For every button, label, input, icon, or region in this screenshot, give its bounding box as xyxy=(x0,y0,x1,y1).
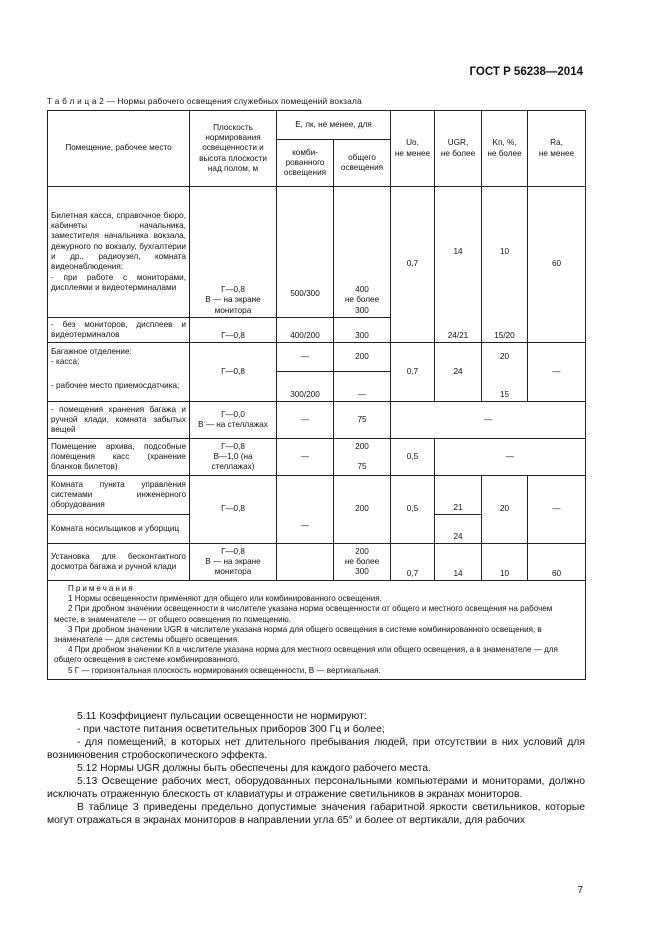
kp-cell: 15/20 xyxy=(482,318,528,343)
e-combined-cell: — xyxy=(277,439,334,476)
room-cell: - рабочее место приемосдатчика; xyxy=(48,371,190,402)
lighting-norms-table xyxy=(47,110,586,680)
e-general-cell: 75 xyxy=(334,402,391,439)
e-combined-cell: 500/300 xyxy=(277,187,334,318)
room-cell: Комната носильщиков и уборщиц xyxy=(48,515,190,544)
note-4: 4 При дробном значении Kп в числителе указана норма для местного освещения или общего освещения, а в знаменателе — для общего освещения в системе комбинированного. xyxy=(54,645,558,665)
room-cell: Багажное отделение: - касса; xyxy=(48,343,190,372)
kp-cell: 20 xyxy=(482,476,528,544)
u-cell: 0,7 xyxy=(391,187,435,343)
plane-cell: Г—0,8 В—1,0 (на стеллажах) xyxy=(190,439,277,476)
table-row xyxy=(48,343,586,372)
ugr-cell: 14 xyxy=(435,187,482,318)
paragraph-5-13: 5.13 Освещение рабочих мест, оборудованных персональными компьютерами и мониторами, должно исключать отраженную блескость от клавиатуры и отражение светильников в экранах мониторов. xyxy=(47,776,585,800)
plane-cell: Г—0,8 xyxy=(190,343,277,402)
e-combined-cell: 300/200 xyxy=(277,371,334,402)
e-combined-cell: — xyxy=(277,343,334,372)
table-row xyxy=(48,187,586,318)
e-general-cell: — xyxy=(334,371,391,402)
u-cell: 0,5 xyxy=(391,476,435,544)
table-caption: Т а б л и ц а 2 — Нормы рабочего освещения служебных помещений вокзала xyxy=(47,96,362,106)
notes-cell xyxy=(48,581,586,680)
paragraph-list-1: - при частоте питания осветительных приборов 300 Гц и более; xyxy=(77,724,385,735)
body-text xyxy=(47,710,585,827)
note-3: 3 При дробном значении UGR в числителе указана норма для общего освещения в системе комбинированного освещения, в знаменателе — для системы общего освещения. xyxy=(54,624,542,645)
kp-cell: 20 xyxy=(482,343,528,372)
page-number: 7 xyxy=(577,885,583,896)
header-kp: Kп, %, не более xyxy=(482,111,528,187)
plane-cell: Г—0,8 xyxy=(190,476,277,544)
table-row xyxy=(48,544,586,581)
plane-cell: Г—0,8 В — на экране монитора xyxy=(190,544,277,581)
e-general-cell: 300 xyxy=(334,318,391,343)
room-cell: - без мониторов, дисплеев и видеотерминалов xyxy=(48,318,190,343)
header-e-general: общего освещения xyxy=(334,140,391,187)
paragraph-list-2: - для помещений, в которых нет длительного пребывания людей, при отсутствии в них условий для возникновения стробоскопического эффекта. xyxy=(47,737,585,761)
room-cell: Билетная касса, справочное бюро, кабинеты начальника, заместителя начальника вокзала, дежурного по вокзалу, бухгалтерии и др., радиоузел, комната видеонаблюдения: - при работе с мониторами, дисплеями и видеотерминалами xyxy=(48,187,190,318)
notes-title: Примечания xyxy=(68,584,135,593)
ugr-cell: 21 xyxy=(435,476,482,515)
e-combined-cell: — xyxy=(277,402,334,439)
ugr-cell: 24 xyxy=(435,343,482,402)
ra-cell: — xyxy=(528,343,586,402)
paragraph-5-12: 5.12 Нормы UGR должны быть обеспечены для каждого рабочего места. xyxy=(77,763,431,774)
paragraph-5-11: 5.11 Коэффициент пульсации освещенности не нормируют: xyxy=(77,711,367,722)
table-row xyxy=(48,402,586,439)
e-combined-cell: — xyxy=(277,476,334,544)
rest-cell: — xyxy=(391,402,586,439)
room-cell: Комната пункта управления системами инженерного оборудования xyxy=(48,476,190,515)
document-header: ГОСТ Р 56238—2014 xyxy=(469,66,583,78)
kp-cell: 10 xyxy=(482,187,528,318)
note-1: 1 Нормы освещенности применяют для общего или комбинированного освещения. xyxy=(68,594,382,604)
note-2: 2 При дробном значении освещенности в числителе указана норма освещенности от общего и местного освещения на рабочем месте, в знаменателе — от общего освещения по помещению. xyxy=(54,604,553,624)
table-row xyxy=(48,371,586,402)
paragraph-table-3: В таблице 3 приведены предельно допустимые значения габаритной яркости светильников, которые могут отражаться в экранах мониторов в направлении угла 65° и более от вертикали, для рабочих xyxy=(47,802,585,826)
e-combined-cell xyxy=(277,544,334,581)
note-5: 5 Г — горизонтальная плоскость нормирования освещенности, В — вертикальная. xyxy=(68,665,381,675)
header-e-combined: комби- рованного освещения xyxy=(277,140,334,187)
notes-row xyxy=(48,581,586,680)
u-cell: 0,5 xyxy=(391,439,435,476)
table-row xyxy=(48,476,586,515)
kp-cell: 10 xyxy=(482,544,528,581)
e-general-cell: 200 xyxy=(334,476,391,544)
e-general-cell: 200 75 xyxy=(334,439,391,476)
ra-cell: 60 xyxy=(528,187,586,343)
room-cell: Помещение архива, подсобные помещения касс (хранение бланков билетов) xyxy=(48,439,190,476)
header-u: Uo, не менее xyxy=(391,111,435,187)
plane-cell: Г—0,8 В — на экране монитора xyxy=(190,187,277,318)
ugr-cell: 24 xyxy=(435,515,482,544)
u-cell: 0,7 xyxy=(391,544,435,581)
room-cell: - помещения хранения багажа и ручной клади, комната забытых вещей xyxy=(48,402,190,439)
e-general-cell: 200 xyxy=(334,343,391,372)
e-general-cell: 200 не более 300 xyxy=(334,544,391,581)
table-row xyxy=(48,318,586,343)
table-row xyxy=(48,439,586,476)
header-plane: Плоскость нормирования освещенности и высота плоскости над полом, м xyxy=(190,111,277,187)
e-general-cell: 400 не более 300 xyxy=(334,187,391,318)
plane-cell: Г—0,8 xyxy=(190,318,277,343)
header-ugr: UGR, не более xyxy=(435,111,482,187)
ugr-cell: 24/21 xyxy=(435,318,482,343)
plane-cell: Г—0,0 В — на стеллажах xyxy=(190,402,277,439)
rest-cell: — xyxy=(435,439,586,476)
u-cell: 0,7 xyxy=(391,343,435,402)
header-e-group: E, лк, не менее, для xyxy=(277,111,391,140)
ugr-cell: 14 xyxy=(435,544,482,581)
kp-cell: 15 xyxy=(482,371,528,402)
e-combined-cell: 400/200 xyxy=(277,318,334,343)
header-room: Помещение, рабочее место xyxy=(48,111,190,187)
header-ra: Ra, не менее xyxy=(528,111,586,187)
ra-cell: — xyxy=(528,476,586,544)
room-cell: Установка для бесконтактного досмотра багажа и ручной клади xyxy=(48,544,190,581)
ra-cell: 60 xyxy=(528,544,586,581)
